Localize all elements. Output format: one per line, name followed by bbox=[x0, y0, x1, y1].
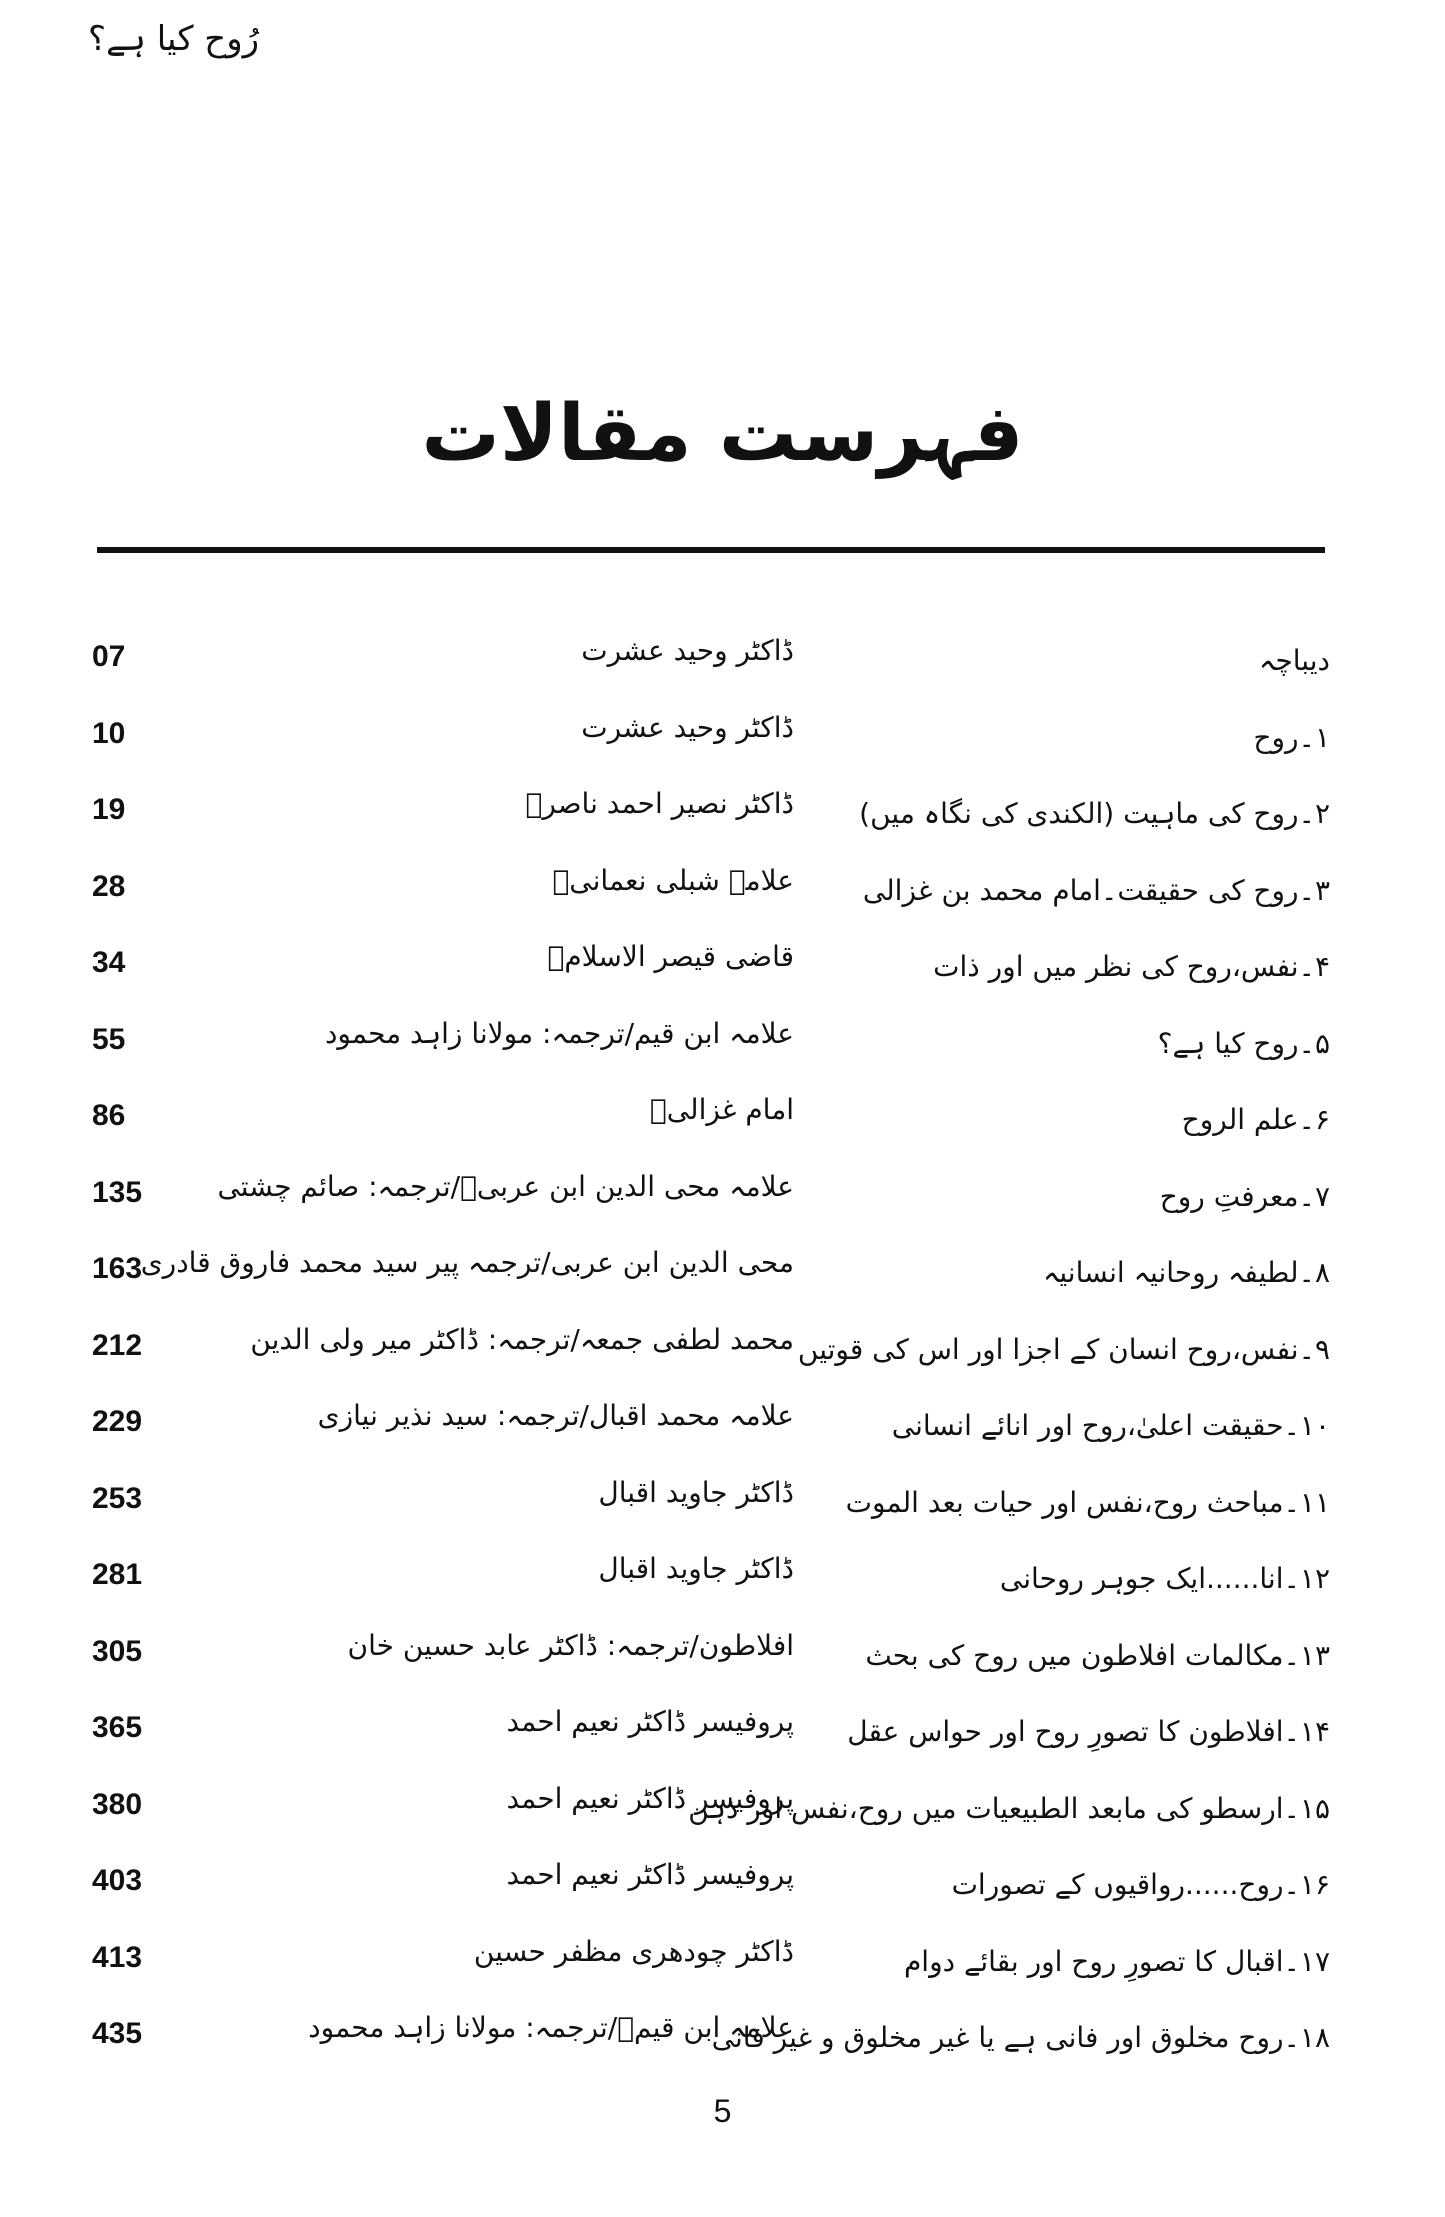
toc-row bbox=[92, 1544, 1330, 1621]
page-title: فہرست مقالات bbox=[421, 389, 1024, 479]
toc-author: امام غزالیؒ bbox=[649, 1093, 794, 1126]
toc-row bbox=[92, 1391, 1330, 1468]
toc-title: ۸۔لطیفہ روحانیہ انسانیہ bbox=[1042, 1256, 1330, 1289]
toc-row bbox=[92, 1085, 1330, 1162]
toc-row bbox=[92, 779, 1330, 856]
toc-row bbox=[92, 1927, 1330, 2004]
toc-row bbox=[92, 1621, 1330, 1698]
running-header: رُوح کیا ہے؟ bbox=[88, 19, 260, 59]
toc-author: علامہ محمد اقبال/ترجمہ: سید نذیر نیازی bbox=[317, 1399, 794, 1432]
toc-title: ۱۶۔روح......رواقیوں کے تصورات bbox=[951, 1868, 1330, 1901]
toc-row bbox=[92, 1850, 1330, 1927]
toc-page-number: 28 bbox=[92, 869, 126, 903]
toc-page-number: 10 bbox=[92, 716, 126, 750]
toc-row bbox=[92, 1238, 1330, 1315]
toc-row bbox=[92, 1162, 1330, 1239]
toc-row bbox=[92, 1468, 1330, 1545]
toc-author: قاضی قیصر الاسلامؒ bbox=[547, 940, 794, 973]
toc-row bbox=[92, 2003, 1330, 2080]
toc-page-number: 253 bbox=[92, 1481, 143, 1515]
page-number: 5 bbox=[713, 2093, 732, 2129]
toc-row bbox=[92, 856, 1330, 933]
toc-author: ڈاکٹر چودھری مظفر حسین bbox=[473, 1934, 794, 1968]
toc-row bbox=[92, 1009, 1330, 1086]
toc-row bbox=[92, 1315, 1330, 1392]
toc-row bbox=[92, 1774, 1330, 1851]
toc-author: علامہ ابن قیمؒ/ترجمہ: مولانا زاہد محمود bbox=[308, 2011, 794, 2044]
toc-title: ۱۵۔ارسطو کی مابعد الطبیعیات میں روح،نفس اور ذہن bbox=[688, 1791, 1330, 1825]
toc-page-number: 403 bbox=[92, 1864, 143, 1897]
toc-title: ۱۳۔مکالمات افلاطون میں روح کی بحث bbox=[865, 1638, 1330, 1672]
toc-title: ۱۱۔مباحث روح،نفس اور حیات بعد الموت bbox=[845, 1485, 1330, 1519]
toc-title: ۴۔نفس،روح کی نظر میں اور ذات bbox=[933, 950, 1330, 983]
toc-author: محمد لطفی جمعہ/ترجمہ: ڈاکٹر میر ولی الدین bbox=[250, 1322, 794, 1356]
toc-row bbox=[92, 932, 1330, 1009]
toc-title: ۱۰۔حقیقت اعلیٰ،روح اور انائے انسانی bbox=[891, 1409, 1330, 1442]
toc-author: ڈاکٹر جاوید اقبال bbox=[598, 1552, 794, 1585]
toc-title: ۵۔روح کیا ہے؟ bbox=[1157, 1026, 1330, 1060]
toc-page-number: 163 bbox=[92, 1252, 143, 1285]
toc-author: پروفیسر ڈاکٹر نعیم احمد bbox=[506, 1705, 794, 1738]
toc-page-number: 34 bbox=[92, 946, 126, 979]
toc-author: پروفیسر ڈاکٹر نعیم احمد bbox=[506, 1781, 794, 1815]
title-rule bbox=[97, 547, 1325, 553]
toc-author: علامہ محی الدین ابن عربیؒ/ترجمہ: صائم چشتی bbox=[217, 1169, 794, 1203]
toc-author: ڈاکٹر وحید عشرت bbox=[581, 710, 794, 744]
toc-title: دیباچہ bbox=[1259, 644, 1330, 677]
toc-page-number: 435 bbox=[92, 2017, 143, 2050]
toc-author: ڈاکٹر نصیر احمد ناصرؒ bbox=[525, 787, 794, 820]
toc-title: ۹۔نفس،روح انسان کے اجزا اور اس کی قوتیں bbox=[797, 1332, 1330, 1366]
toc-page-number: 413 bbox=[92, 1940, 143, 1974]
toc-author: محی الدین ابن عربی/ترجمہ پیر سید محمد فاروق قادری bbox=[140, 1246, 794, 1279]
toc-page-number: 19 bbox=[92, 793, 126, 826]
toc-page-number: 365 bbox=[92, 1711, 143, 1744]
toc-page-number: 86 bbox=[92, 1099, 126, 1132]
toc-title: ۷۔معرفتِ روح bbox=[1159, 1179, 1330, 1213]
toc-page-number: 229 bbox=[92, 1405, 143, 1438]
toc-author: علامہ شبلی نعمانیؒ bbox=[552, 863, 794, 897]
toc-title: ۶۔علم الروح bbox=[1181, 1103, 1330, 1136]
toc-row bbox=[92, 626, 1330, 703]
toc-author: پروفیسر ڈاکٹر نعیم احمد bbox=[506, 1858, 794, 1891]
toc-page-number: 212 bbox=[92, 1328, 143, 1362]
toc-title: ۱۷۔اقبال کا تصورِ روح اور بقائے دوام bbox=[903, 1944, 1330, 1978]
toc-author: علامہ ابن قیم/ترجمہ: مولانا زاہد محمود bbox=[324, 1016, 794, 1050]
toc-page-number: 380 bbox=[92, 1787, 143, 1821]
toc-title: ۱۸۔روح مخلوق اور فانی ہے یا غیر مخلوق و غیر فانی bbox=[711, 2021, 1330, 2054]
toc-author: ڈاکٹر وحید عشرت bbox=[581, 634, 794, 667]
toc-title: ۳۔روح کی حقیقت۔امام محمد بن غزالی bbox=[862, 873, 1330, 907]
toc-title: ۱۔روح bbox=[1253, 720, 1330, 754]
toc-page-number: 281 bbox=[92, 1558, 143, 1591]
toc-row bbox=[92, 1697, 1330, 1774]
toc-page-number: 305 bbox=[92, 1634, 143, 1668]
toc-author: ڈاکٹر جاوید اقبال bbox=[598, 1475, 794, 1509]
toc-author: افلاطون/ترجمہ: ڈاکٹر عابد حسین خان bbox=[347, 1628, 794, 1662]
toc-title: ۲۔روح کی ماہیت (الکندی کی نگاہ میں) bbox=[859, 797, 1330, 830]
table-of-contents bbox=[92, 626, 1330, 2080]
toc-page-number: 55 bbox=[92, 1022, 126, 1056]
toc-title: ۱۲۔انا......ایک جوہر روحانی bbox=[999, 1562, 1330, 1595]
toc-page-number: 135 bbox=[92, 1175, 143, 1209]
toc-row bbox=[92, 703, 1330, 780]
toc-page-number: 07 bbox=[92, 640, 126, 673]
toc-title: ۱۴۔افلاطون کا تصورِ روح اور حواس عقل bbox=[847, 1715, 1330, 1748]
